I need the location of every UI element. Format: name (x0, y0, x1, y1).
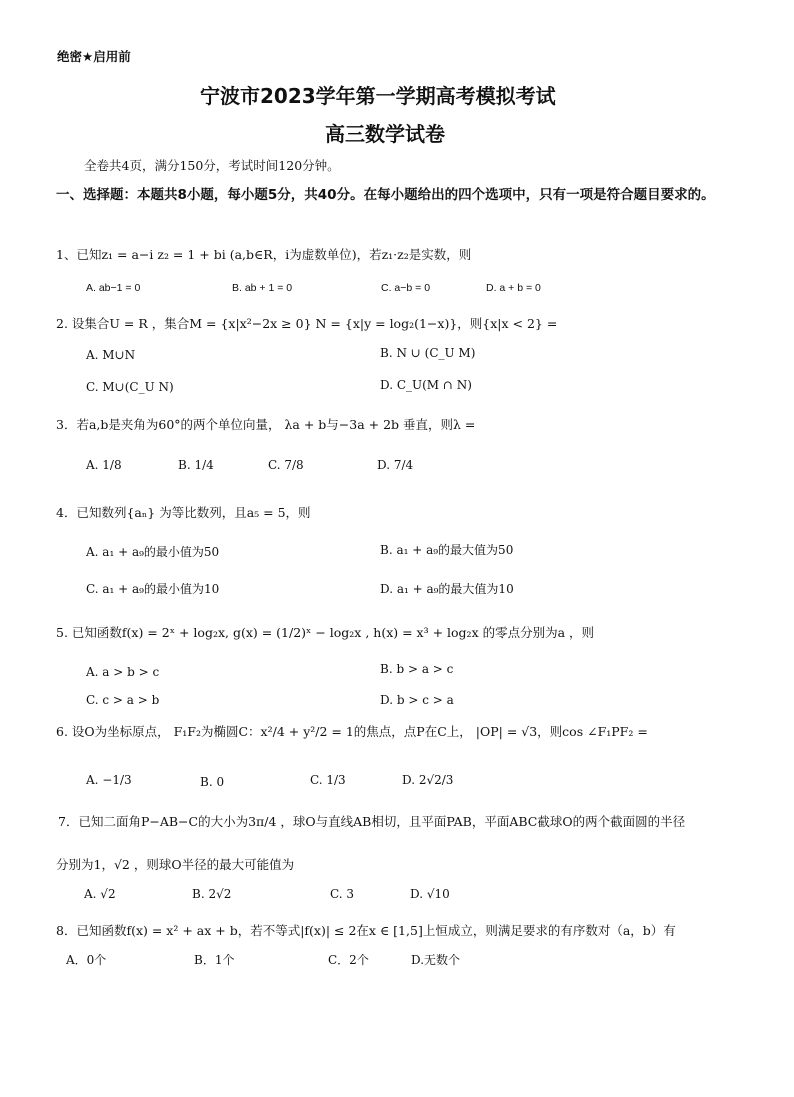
question-4-option-d: D. a₁ + a₉的最大值为10 (380, 582, 514, 596)
question-3-option-b: B. 1/4 (178, 458, 214, 472)
question-5-option-a: A. a > b > c (86, 665, 160, 679)
question-7-option-b: B. 2√2 (192, 887, 232, 901)
secret-mark: 绝密★启用前 (57, 49, 131, 64)
question-3-stem: 3．若a,b是夹角为60°的两个单位向量， λa + b与−3a + 2b 垂直，则λ = (56, 417, 476, 432)
question-7-stem: 7．已知二面角P−AB−C的大小为3π/4 ，球O与直线AB相切，且平面PAB，平面ABC截球O的两个截面圆的半径 (58, 814, 686, 829)
question-3-option-a: A. 1/8 (86, 458, 122, 472)
question-8-option-b: B．1个 (194, 953, 235, 967)
question-7-option-d: D. √10 (410, 887, 450, 901)
question-4-stem: 4．已知数列{aₙ} 为等比数列，且a₅ = 5，则 (56, 505, 311, 520)
question-6-option-b: B. 0 (200, 775, 225, 789)
question-4-option-c: C. a₁ + a₉的最小值为10 (86, 582, 220, 596)
question-6-option-a: A. −1/3 (86, 773, 132, 787)
question-4-option-b: B. a₁ + a₉的最大值为50 (380, 543, 514, 557)
question-2-option-b: B. N ∪ (C_U M) (380, 346, 476, 360)
question-2-option-d: D. C_U(M ∩ N) (380, 378, 472, 392)
question-5-stem: 5. 已知函数f(x) = 2ˣ + log₂x, g(x) = (1/2)ˣ − log₂x , h(x) = x³ + log₂x 的零点分别为a ，则 (56, 625, 595, 640)
question-2-stem: 2. 设集合U = R ，集合M = {x|x²−2x ≥ 0} N = {x|y = log₂(1−x)}，则{x|x < 2} = (56, 316, 558, 331)
question-6-stem: 6. 设O为坐标原点， F₁F₂为椭圆C：x²/4 + y²/2 = 1的焦点，点P在C上， |OP| = √3，则cos ∠F₁PF₂ = (56, 724, 648, 739)
question-5-option-c: C. c > a > b (86, 693, 160, 707)
section-heading: 一、选择题：本题共8小题，每小题5分，共40分。在每小题给出的四个选项中，只有一项是符合题目要求的。 (56, 187, 715, 203)
question-6-option-c: C. 1/3 (310, 773, 346, 787)
question-3-option-c: C. 7/8 (268, 458, 304, 472)
question-7-option-a: A. √2 (84, 887, 116, 901)
question-1-option-d: D. a + b = 0 (486, 282, 541, 294)
question-8-option-d: D.无数个 (411, 953, 461, 967)
question-4-option-a: A. a₁ + a₉的最小值为50 (86, 545, 220, 559)
question-8-stem: 8．已知函数f(x) = x² + ax + b，若不等式|f(x)| ≤ 2在x ∈ [1,5]上恒成立，则满足要求的有序数对（a，b）有 (56, 923, 676, 938)
exam-intro: 全卷共4页，满分150分，考试时间120分钟。 (84, 158, 340, 173)
question-3-option-d: D. 7/4 (377, 458, 414, 472)
question-8-option-c: C．2个 (328, 953, 369, 967)
question-6-option-d: D. 2√2/3 (402, 773, 454, 787)
question-8-option-a: A．0个 (66, 953, 107, 967)
page-subtitle: 高三数学试卷 (325, 122, 445, 146)
question-5-option-d: D. b > c > a (380, 693, 454, 707)
question-2-option-c: C. M∪(C_U N) (86, 380, 174, 394)
question-2-option-a: A. M∪N (86, 348, 136, 362)
question-5-option-b: B. b > a > c (380, 662, 454, 676)
question-1-option-a: A. ab−1 = 0 (86, 282, 141, 294)
question-7-option-c: C. 3 (330, 887, 355, 901)
question-1-option-b: B. ab + 1 = 0 (232, 282, 293, 294)
question-1-option-c: C. a−b = 0 (381, 282, 431, 294)
question-1-stem: 1、已知z₁ = a−i z₂ = 1 + bi (a,b∈R，i为虚数单位)，若z₁·z₂是实数，则 (56, 247, 472, 262)
page-title: 宁波市2023学年第一学期高考模拟考试 (200, 84, 556, 108)
question-7-stem-continued: 分别为1，√2 ，则球O半径的最大可能值为 (56, 857, 295, 872)
